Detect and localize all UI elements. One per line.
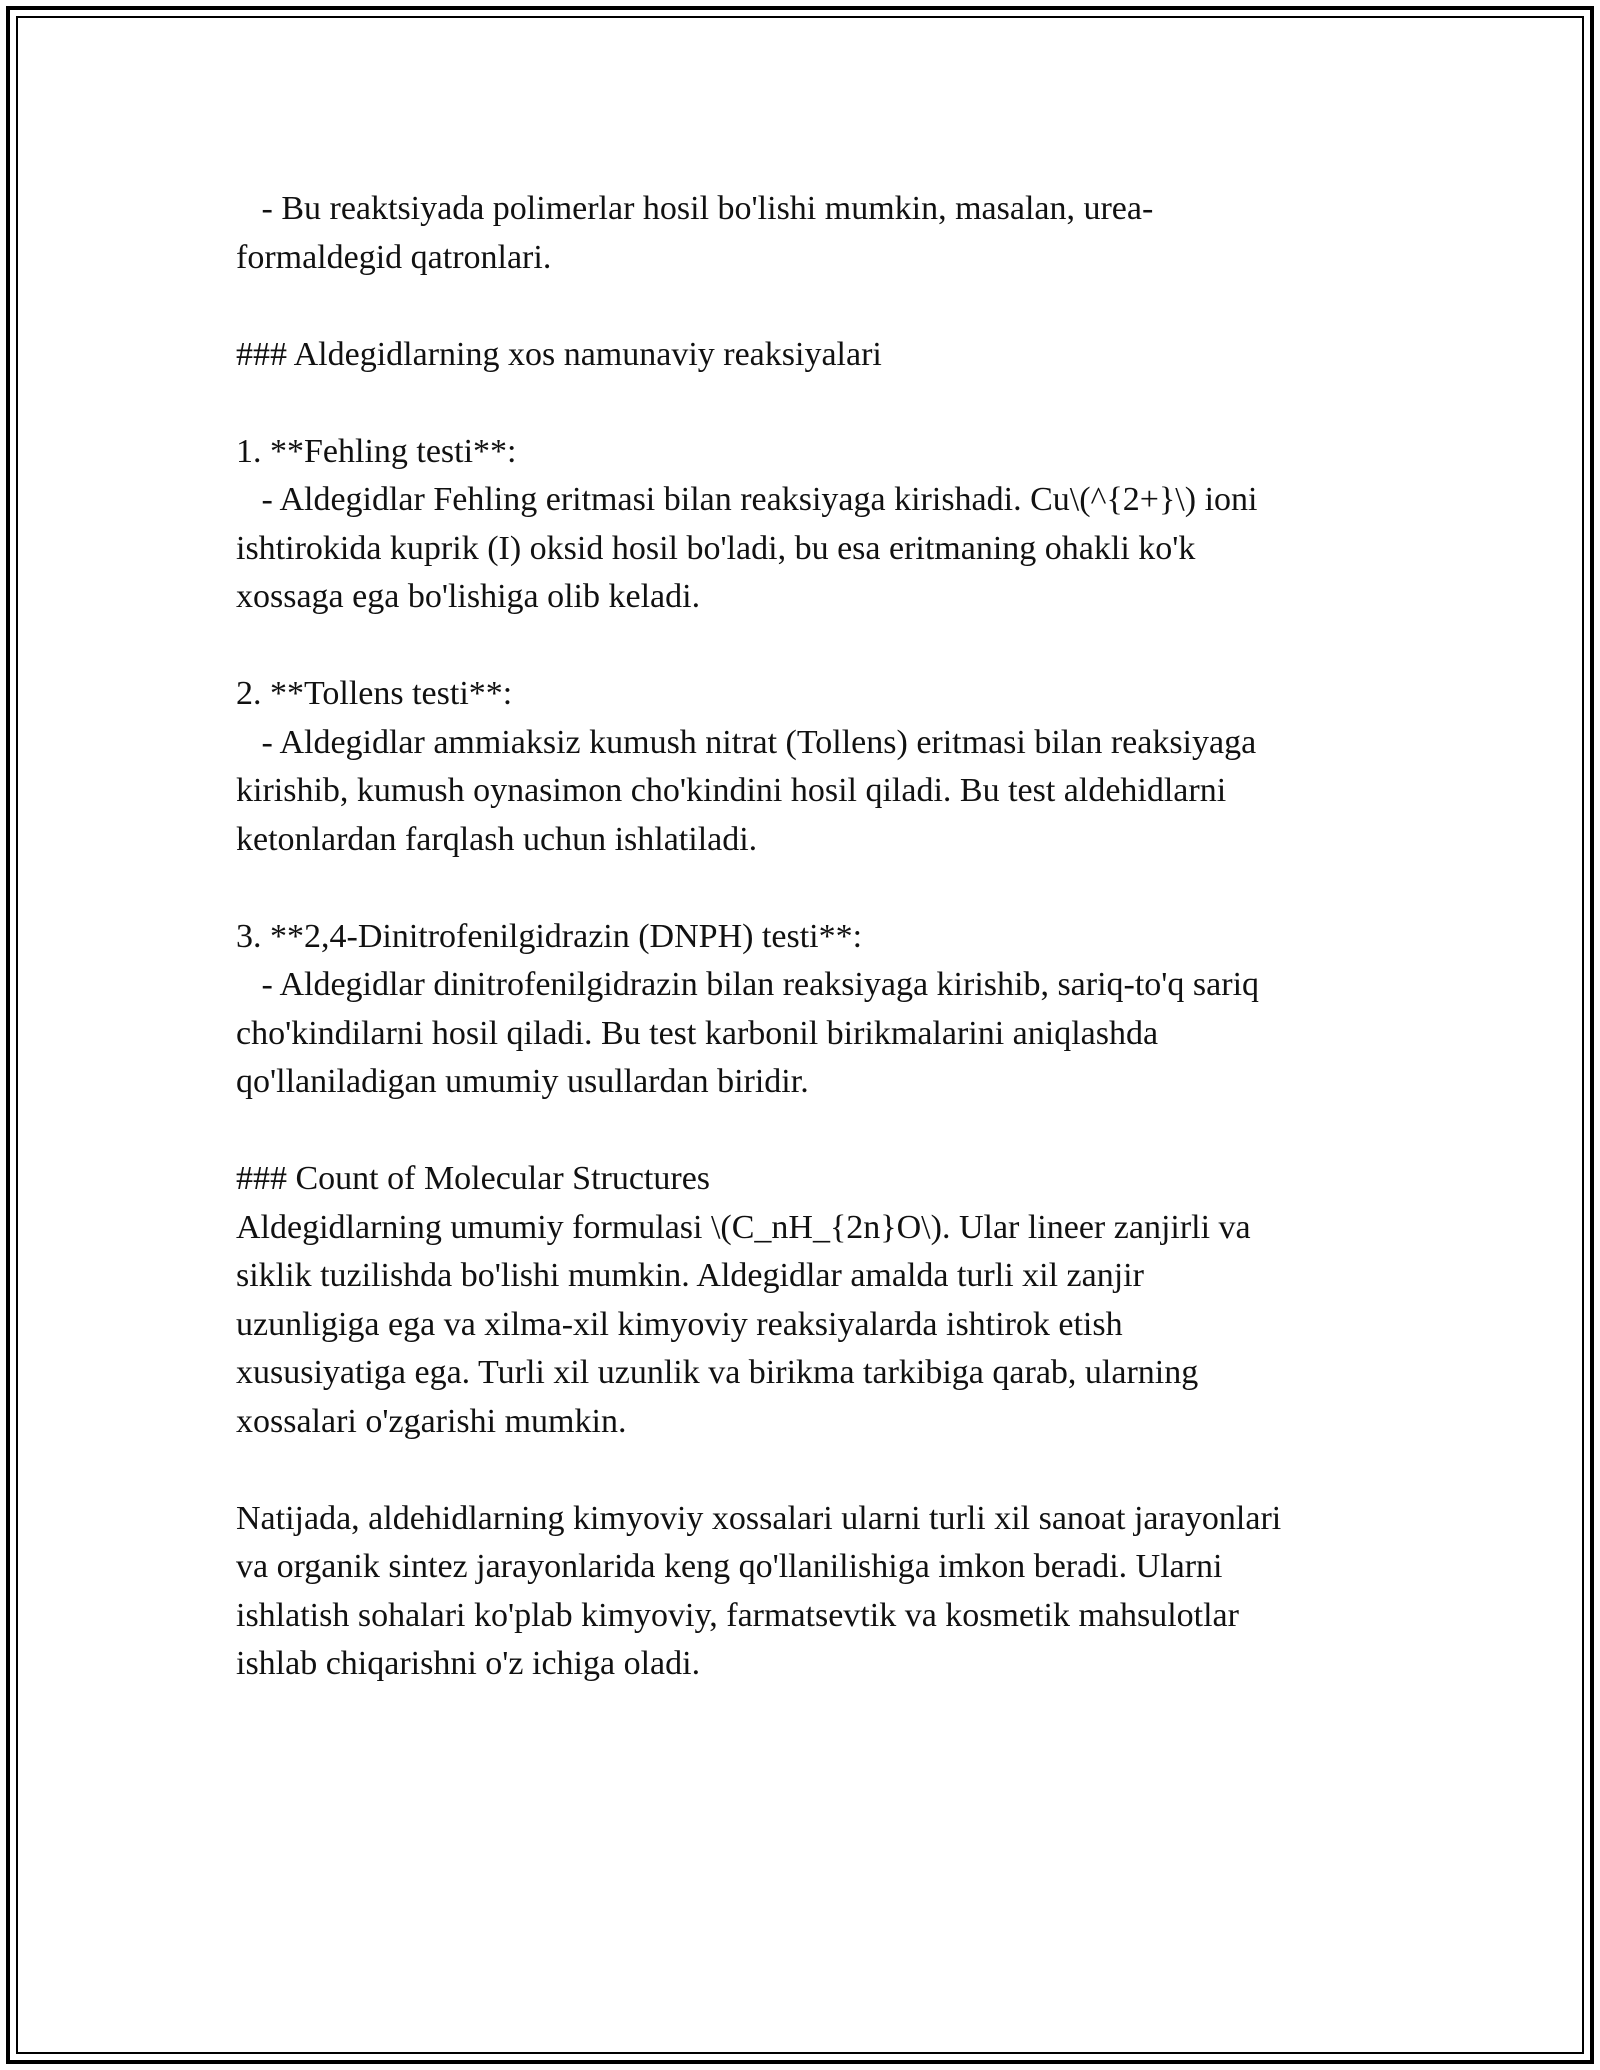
text-line: va organik sintez jarayonlarida keng qo'llanilishiga imkon beradi. Ularni: [236, 1548, 1223, 1585]
text-line: Aldegidlarning umumiy formulasi \(C_nH_{2n}O\). Ular lineer zanjirli va: [236, 1208, 1251, 1246]
list-item-title: 3. **2,4-Dinitrofenilgidrazin (DNPH) testi**:: [236, 917, 863, 955]
blank-line: [236, 282, 1376, 331]
text-line: - Bu reaktsiyada polimerlar hosil bo'lishi mumkin, masalan, urea-: [236, 190, 1154, 227]
blank-line: [236, 864, 1376, 913]
blank-line: [236, 1107, 1376, 1156]
blank-line: [236, 1446, 1376, 1495]
text-line: cho'kindilarni hosil qiladi. Bu test karbonil birikmalarini aniqlashda: [236, 1014, 1159, 1052]
text-line: kirishib, kumush oynasimon cho'kindini hosil qiladi. Bu test aldehidlarni: [236, 772, 1227, 809]
section-heading: ### Count of Molecular Structures: [236, 1160, 711, 1197]
list-item-title: 1. **Fehling testi**:: [236, 432, 517, 470]
text-line: - Aldegidlar dinitrofenilgidrazin bilan reaksiyaga kirishib, sariq-to'q sariq: [236, 966, 1260, 1003]
text-line: ishtirokida kuprik (I) oksid hosil bo'ladi, bu esa eritmaning ohakli ko'k: [236, 529, 1196, 567]
section-heading: ### Aldegidlarning xos namunaviy reaksiyalari: [236, 335, 882, 373]
text-line: uzunligiga ega va xilma-xil kimyoviy reaksiyalarda ishtirok etish: [236, 1305, 1123, 1343]
blank-line: [236, 379, 1376, 428]
document-body: [236, 185, 1376, 1689]
text-line: Natijada, aldehidlarning kimyoviy xossalari ularni turli xil sanoat jarayonlari: [236, 1499, 1282, 1537]
text-line: xossaga ega bo'lishiga olib keladi.: [236, 578, 701, 615]
text-line: ishlab chiqarishni o'z ichiga oladi.: [236, 1645, 701, 1682]
text-line: ketonlardan farqlash uchun ishlatiladi.: [236, 820, 758, 858]
text-line: qo'llaniladigan umumiy usullardan biridir.: [236, 1063, 809, 1100]
text-line: siklik tuzilishda bo'lishi mumkin. Aldegidlar amalda turli xil zanjir: [236, 1257, 1144, 1294]
list-item-title: 2. **Tollens testi**:: [236, 675, 513, 712]
text-line: xususiyatiga ega. Turli xil uzunlik va birikma tarkibiga qarab, ularning: [236, 1354, 1199, 1391]
blank-line: [236, 622, 1376, 671]
text-line: - Aldegidlar ammiaksiz kumush nitrat (Tollens) eritmasi bilan reaksiyaga: [236, 723, 1257, 761]
text-line: - Aldegidlar Fehling eritmasi bilan reaksiyaga kirishadi. Cu\(^{2+}\) ioni: [236, 481, 1258, 518]
text-line: ishlatish sohalari ko'plab kimyoviy, farmatsevtik va kosmetik mahsulotlar: [236, 1596, 1239, 1634]
text-line: xossalari o'zgarishi mumkin.: [236, 1402, 627, 1440]
text-line: formaldegid qatronlari.: [236, 238, 552, 276]
